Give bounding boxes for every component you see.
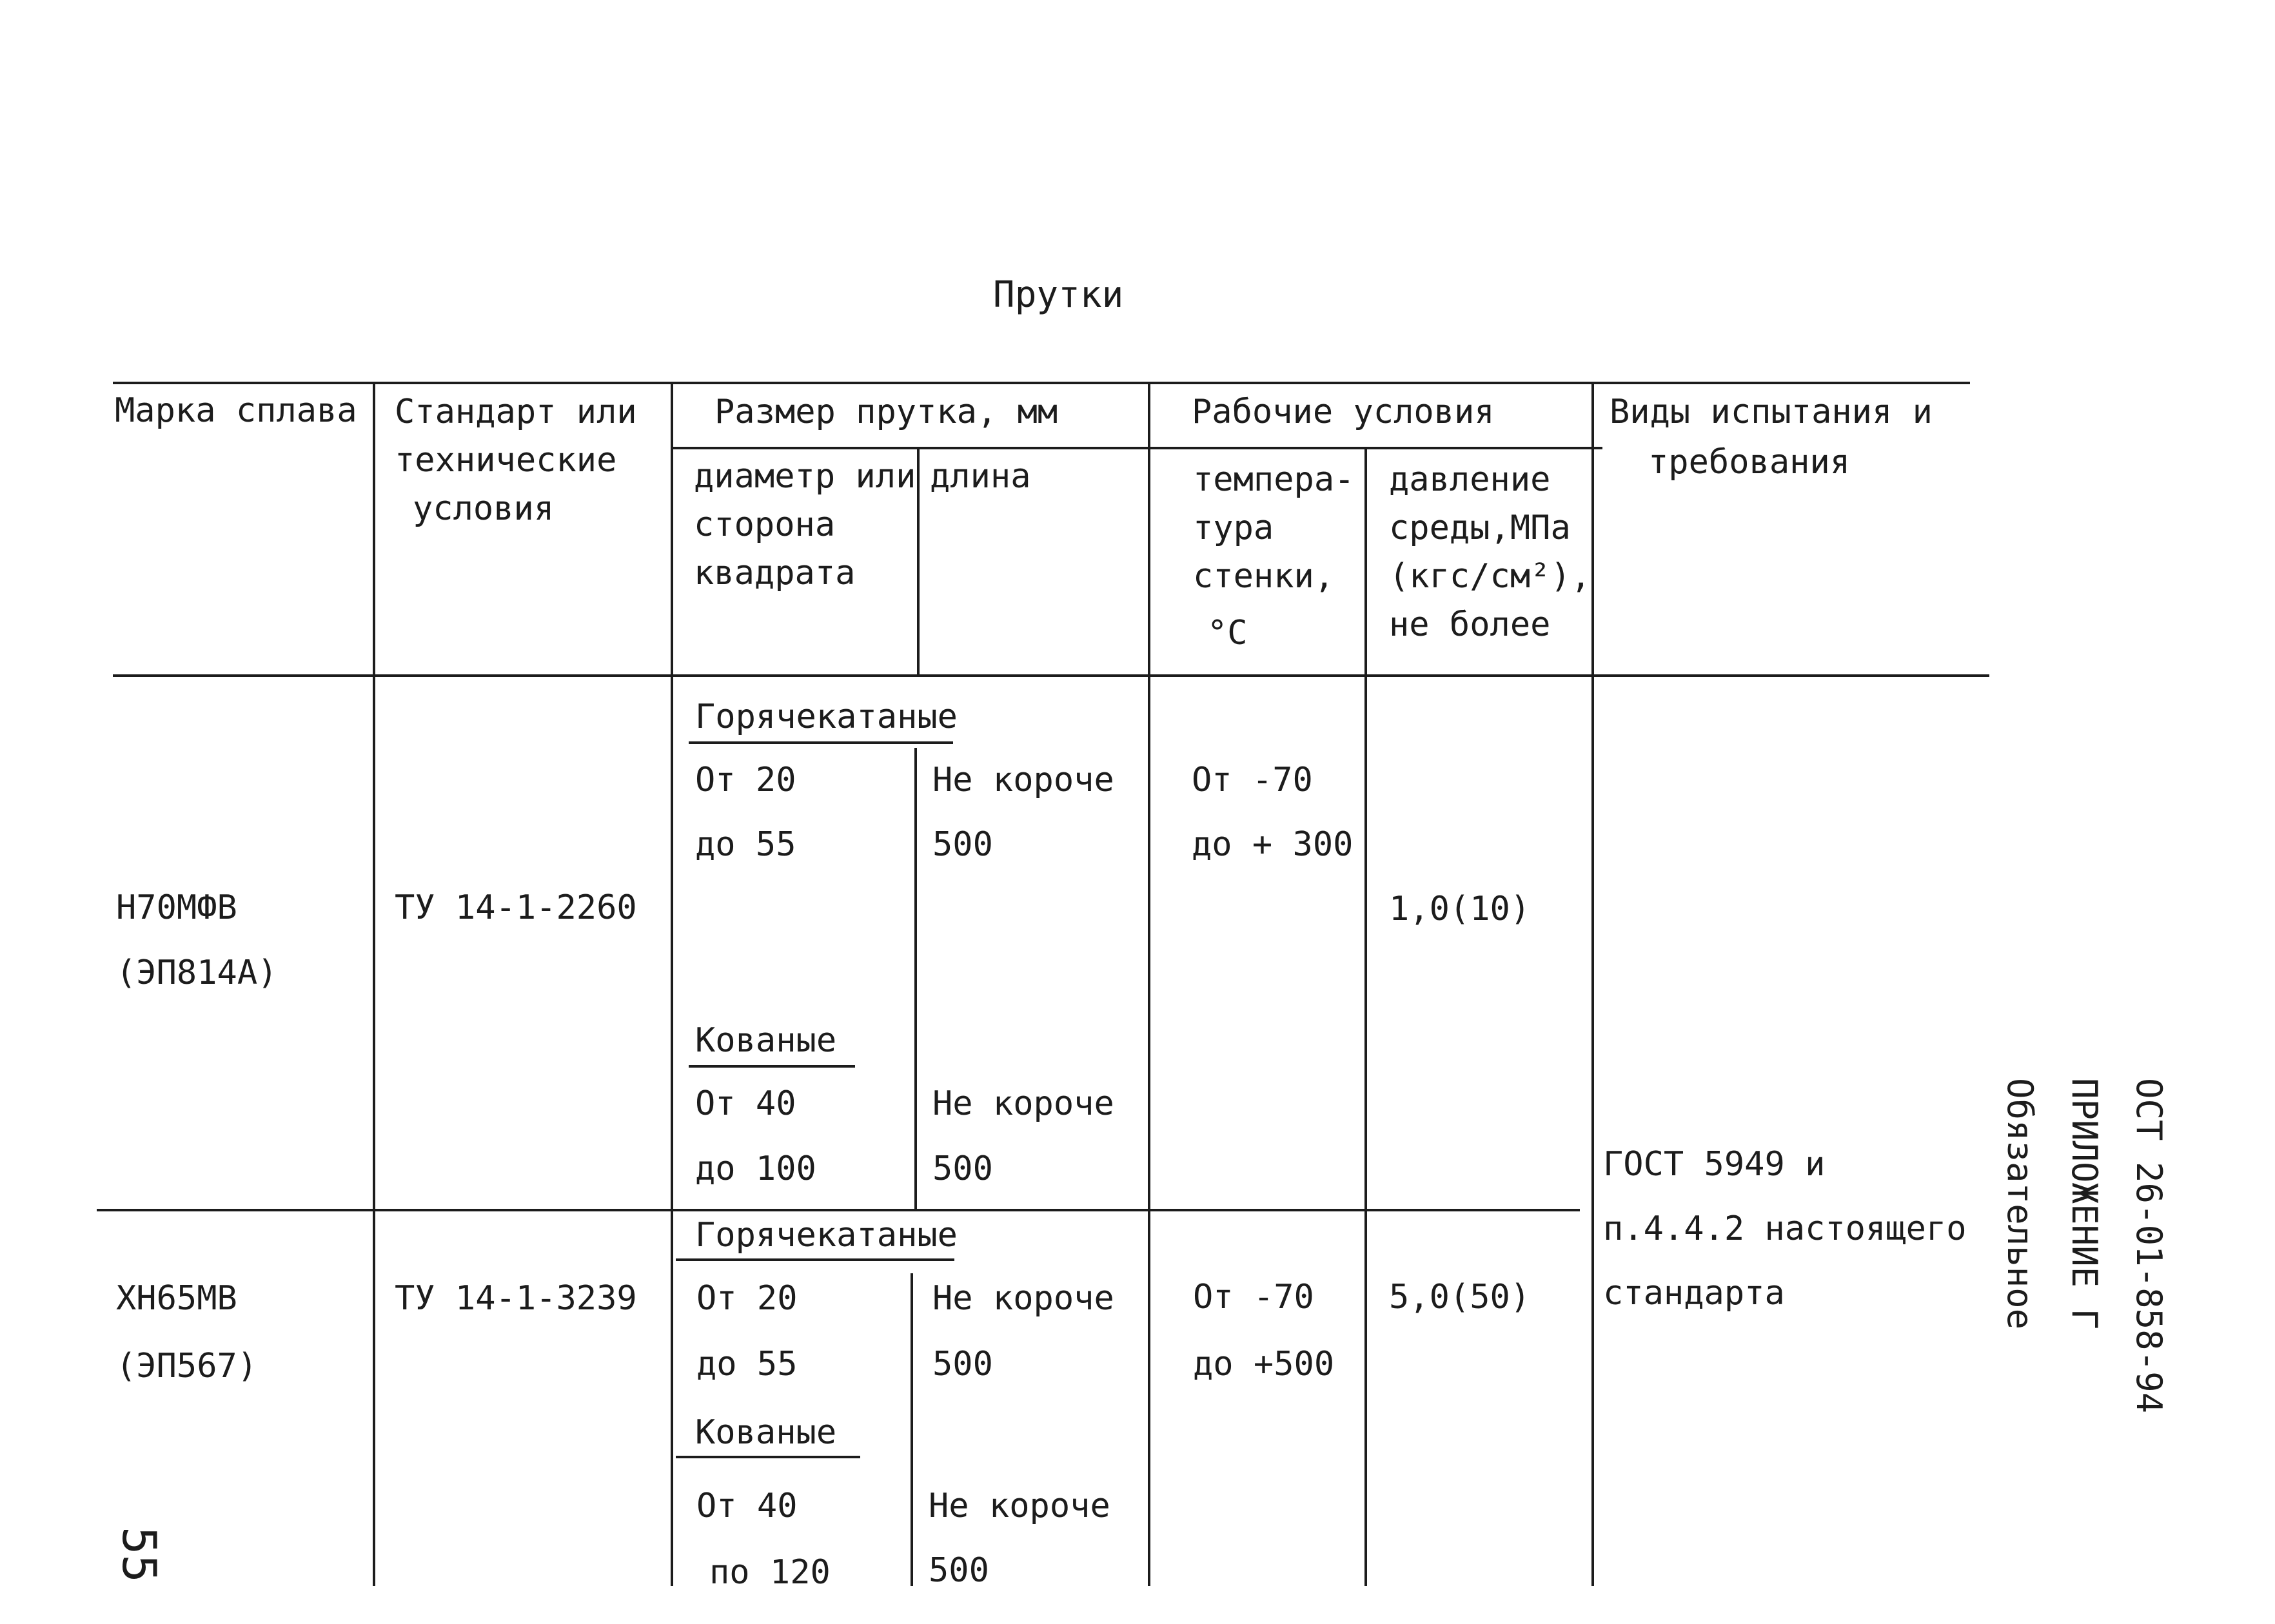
row2-pressure: 5,0(50) xyxy=(1389,1278,1531,1316)
col-rule-pressure xyxy=(1364,447,1367,1586)
row1-grade-line2: (ЭП814А) xyxy=(116,954,278,992)
header-standard-line2: технические xyxy=(395,441,617,480)
row1-group2-diameter-from: От 40 xyxy=(695,1084,796,1123)
row2-temperature-from: От -70 xyxy=(1193,1278,1314,1316)
side-appendix: ПРИЛОЖЕНИЕ Г xyxy=(2064,1078,2105,1330)
row2-group1-name: Горячекатаные xyxy=(695,1216,958,1255)
row1-group1-diameter-to: до 55 xyxy=(695,825,796,864)
row2-group1-diameter-to: до 55 xyxy=(696,1345,798,1384)
table-title: Прутки xyxy=(993,274,1124,316)
row1-grade-line1: Н70МФВ xyxy=(116,888,237,927)
tests-line2: п.4.4.2 настоящего xyxy=(1603,1209,1967,1248)
row1-group1-length-label: Не короче xyxy=(932,761,1114,799)
row2-group1-diameter-from: От 20 xyxy=(696,1279,798,1318)
row2-temperature-to: до +500 xyxy=(1193,1345,1335,1384)
header-length: длина xyxy=(930,457,1031,496)
side-doc-number: ОСТ 26-01-858-94 xyxy=(2129,1078,2169,1414)
header-standard-line3: условия xyxy=(413,489,555,528)
row2-grade-line1: ХН65МВ xyxy=(116,1279,237,1318)
header-diameter-line2: сторона xyxy=(694,505,836,544)
row1-pressure: 1,0(10) xyxy=(1389,890,1531,928)
row1-group2-length-value: 500 xyxy=(932,1150,993,1188)
row2-group2-name: Кованые xyxy=(695,1413,837,1452)
header-temperature-line2: тура xyxy=(1193,509,1274,547)
col-rule-conditions xyxy=(1148,382,1150,1586)
header-diameter-line3: квадрата xyxy=(694,554,856,592)
tests-line1: ГОСТ 5949 и xyxy=(1603,1145,1826,1184)
header-tests-line1: Виды испытания и xyxy=(1610,393,1933,431)
col-rule-size xyxy=(671,382,673,1586)
header-sub-rule-conditions xyxy=(1157,447,1602,449)
col-rule-standard xyxy=(373,382,375,1586)
row2-group2-diameter-to: по 120 xyxy=(709,1553,831,1592)
row1-group1-underline xyxy=(689,741,953,744)
header-temperature-line1: темпера- xyxy=(1193,460,1355,499)
row1-group1-length-value: 500 xyxy=(932,825,993,864)
col-rule-tests xyxy=(1591,382,1594,1586)
tests-line3: стандарта xyxy=(1603,1274,1785,1313)
row2-group2-length-label: Не короче xyxy=(929,1487,1110,1525)
header-grade: Марка сплава xyxy=(115,391,357,430)
row2-group2-underline xyxy=(676,1456,860,1458)
col-rule-length-row1 xyxy=(914,748,917,1209)
header-sub-rule-size xyxy=(671,447,1157,449)
header-tests-line2: требования xyxy=(1648,443,1851,482)
row2-grade-line2: (ЭП567) xyxy=(116,1347,258,1385)
table-top-rule xyxy=(113,382,1970,384)
row1-standard: ТУ 14-1-2260 xyxy=(395,888,637,927)
row1-group1-name: Горячекатаные xyxy=(695,698,958,736)
row1-group2-diameter-to: до 100 xyxy=(695,1150,816,1188)
header-pressure-line1: давление xyxy=(1389,460,1551,499)
header-temperature-unit: °С xyxy=(1207,614,1248,652)
header-pressure-line4: не более xyxy=(1389,605,1551,644)
row1-group2-name: Кованые xyxy=(695,1021,837,1060)
header-standard-line1: Стандарт или xyxy=(395,393,637,431)
col-rule-length-header xyxy=(917,447,920,674)
row2-group1-length-label: Не короче xyxy=(932,1279,1114,1318)
header-diameter-line1: диаметр или xyxy=(694,457,916,496)
row2-group2-diameter-from: От 40 xyxy=(696,1487,798,1525)
header-bottom-rule xyxy=(113,674,1989,677)
header-conditions-group: Рабочие условия xyxy=(1192,393,1495,431)
row1-group1-diameter-from: От 20 xyxy=(695,761,796,799)
header-pressure-line2: среды,МПа xyxy=(1389,509,1571,547)
row2-standard: ТУ 14-1-3239 xyxy=(395,1279,637,1318)
row1-group2-underline xyxy=(689,1065,855,1068)
header-pressure-line3: (кгс/см²), xyxy=(1389,557,1591,596)
row2-group2-length-value: 500 xyxy=(929,1551,989,1590)
page-number: 55 xyxy=(112,1527,166,1583)
header-temperature-line3: стенки, xyxy=(1193,557,1335,596)
row1-group2-length-label: Не короче xyxy=(932,1084,1114,1123)
row2-group1-underline xyxy=(676,1258,954,1261)
col-rule-length-row2 xyxy=(911,1273,913,1586)
row2-group1-length-value: 500 xyxy=(932,1345,993,1384)
side-status: Обязательное xyxy=(2000,1078,2040,1330)
header-size-group: Размер прутка, мм xyxy=(714,393,1058,431)
row1-temperature-from: От -70 xyxy=(1192,761,1313,799)
row-divider xyxy=(97,1209,1580,1211)
row1-temperature-to: до + 300 xyxy=(1192,825,1354,864)
